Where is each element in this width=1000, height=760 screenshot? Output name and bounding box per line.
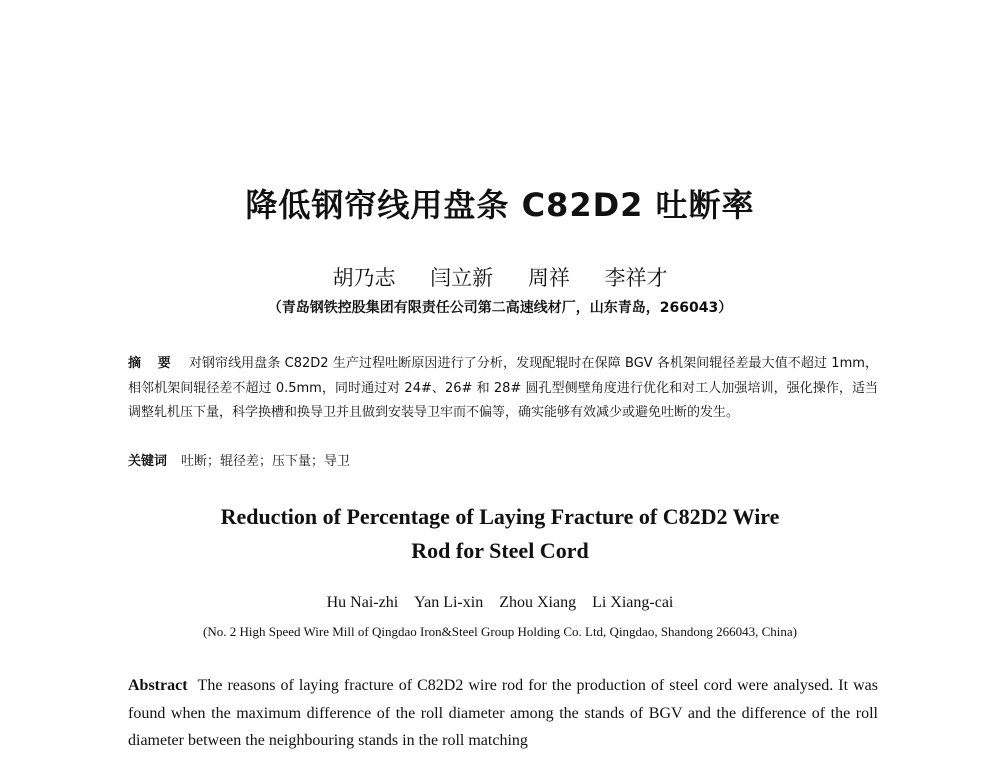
chinese-keywords	[128, 451, 878, 473]
english-author: Hu Nai-zhi	[326, 594, 399, 611]
english-authors	[0, 594, 1000, 612]
chinese-authors	[0, 262, 1000, 292]
chinese-abstract	[128, 352, 878, 426]
chinese-affiliation: （青岛钢铁控股集团有限责任公司第二高速线材厂，山东青岛，266043）	[267, 300, 733, 316]
english-title-line-2: Rod for Steel Cord	[411, 538, 589, 563]
english-title	[0, 500, 1000, 568]
chinese-abstract-text: 对钢帘线用盘条 C82D2 生产过程吐断原因进行了分析，发现配辊时在保障 BGV 各机架间辊径差最大值不超过 1mm，相邻机架间辊径差不超过 0.5mm，同时通过对 24#、26# 和 28# 圆孔型侧壁角度进行优化和对工人加强培训，强化操作，适当调整轧机压下量，科学换槽和换导卫并且做到安装导卫牢而不偏等，确实能够有效减少或避免吐断的发生。	[128, 356, 878, 420]
english-abstract-text: The reasons of laying fracture of C82D2 wire rod for the production of steel cord were analysed. It was found when the maximum difference of the roll diameter among the stands of BGV and the difference of the roll diameter between the neighbouring stands in the roll matching	[128, 677, 878, 749]
chinese-author: 胡乃志	[332, 266, 396, 290]
english-abstract-label: Abstract	[128, 677, 188, 694]
english-author: Zhou Xiang	[499, 594, 577, 611]
chinese-keywords-text: 吐断；辊径差；压下量；导卫	[181, 454, 351, 469]
english-affiliation: (No. 2 High Speed Wire Mill of Qingdao Iron&Steel Group Holding Co. Ltd, Qingdao, Shandong 266043, China)	[203, 624, 797, 639]
english-author: Li Xiang-cai	[592, 594, 674, 611]
chinese-abstract-label: 摘 要	[128, 356, 177, 371]
english-title-line-1: Reduction of Percentage of Laying Fracture of C82D2 Wire	[220, 504, 780, 529]
chinese-keywords-label: 关键词	[128, 454, 168, 469]
english-abstract	[128, 672, 878, 755]
chinese-author: 闫立新	[430, 266, 494, 290]
chinese-author: 周祥	[527, 266, 570, 290]
chinese-author: 李祥才	[604, 266, 668, 290]
chinese-title: 降低钢帘线用盘条 C82D2 吐断率	[245, 186, 755, 224]
english-author: Yan Li-xin	[414, 594, 484, 611]
